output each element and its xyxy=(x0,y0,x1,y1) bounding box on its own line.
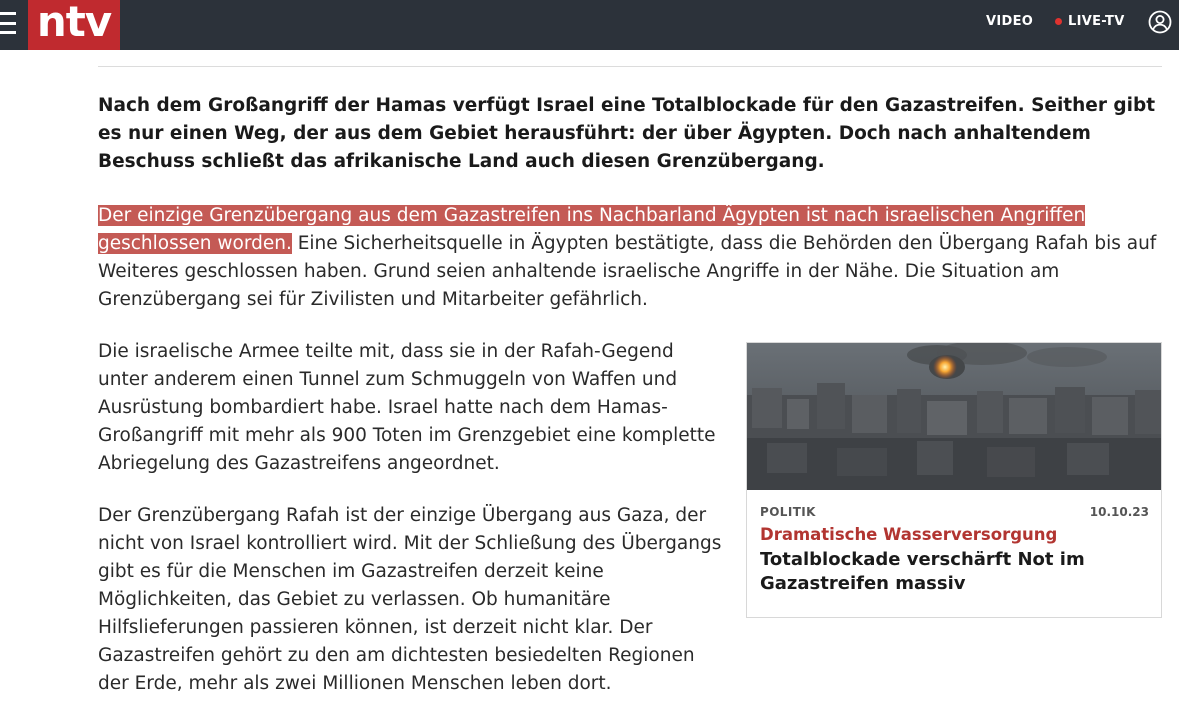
hamburger-menu-icon[interactable] xyxy=(0,12,16,34)
ntv-logo[interactable]: ntv xyxy=(28,0,120,50)
article-paragraph-1 xyxy=(98,202,1168,314)
related-article-date: 10.10.23 xyxy=(1089,505,1149,519)
related-article-image[interactable] xyxy=(747,343,1161,490)
related-article-kicker[interactable]: Dramatische Wasserversorgung xyxy=(760,525,1058,544)
article-lead: Nach dem Großangriff der Hamas verfügt Israel eine Totalblockade für den Gazastreifen. Seither gibt es nur einen Weg, der aus dem Gebiet herausführt: der über Ägypten. Doch nach anhaltendem Beschuss schließt das afrikanische Land auch diesen Grenzübergang. xyxy=(98,95,1156,172)
related-article-title[interactable]: Totalblockade verschärft Not im Gazastreifen massiv xyxy=(760,549,1085,594)
nav-live-tv-link[interactable]: LIVE-TV xyxy=(1068,14,1125,29)
nav-video-link[interactable]: VIDEO xyxy=(986,14,1034,29)
article-paragraph-3: Der Grenzübergang Rafah ist der einzige Übergang aus Gaza, der nicht von Israel kontrolliert wird. Mit der Schließung des Übergangs gibt es für die Menschen im Gazastreifen derzeit keine Möglichkeiten, das Gebiet zu verlassen. Ob humanitäre Hilfslieferungen passieren können, ist derzeit nicht klar. Der Gazastreifen gehört zu den am dichtesten besiedelten Regionen der Erde, mehr als zwei Millionen Menschen leben dort. xyxy=(98,505,722,694)
highlighted-sentence: Der einzige Grenzübergang aus dem Gazastreifen ins Nachbarland Ägypten ist nach israelischen Angriffen geschlossen worden. xyxy=(98,205,1086,254)
site-header xyxy=(0,0,1179,50)
paragraph-1-text: Eine Sicherheitsquelle in Ägypten bestätigte, dass die Behörden den Übergang Rafah bis auf Weiteres geschlossen haben. Grund seien anhaltende israelische Angriffe in der Nähe. Die Situation am Grenzübergang sei für Zivilisten und Mitarbeiter gefährlich. xyxy=(98,233,1157,310)
article-paragraph-2: Die israelische Armee teilte mit, dass sie in der Rafah-Gegend unter anderem einen Tunnel zum Schmuggeln von Waffen und Ausrüstung bombardiert habe. Israel hatte nach dem Hamas-Großangriff mit mehr als 900 Toten im Grenzgebiet eine komplette Abriegelung des Gazastreifens angeordnet. xyxy=(98,341,716,474)
content-divider xyxy=(98,66,1162,67)
live-indicator-icon xyxy=(1055,18,1062,25)
related-article-category: POLITIK xyxy=(760,505,816,519)
related-article-card[interactable] xyxy=(746,342,1162,618)
user-account-icon[interactable] xyxy=(1148,10,1172,34)
